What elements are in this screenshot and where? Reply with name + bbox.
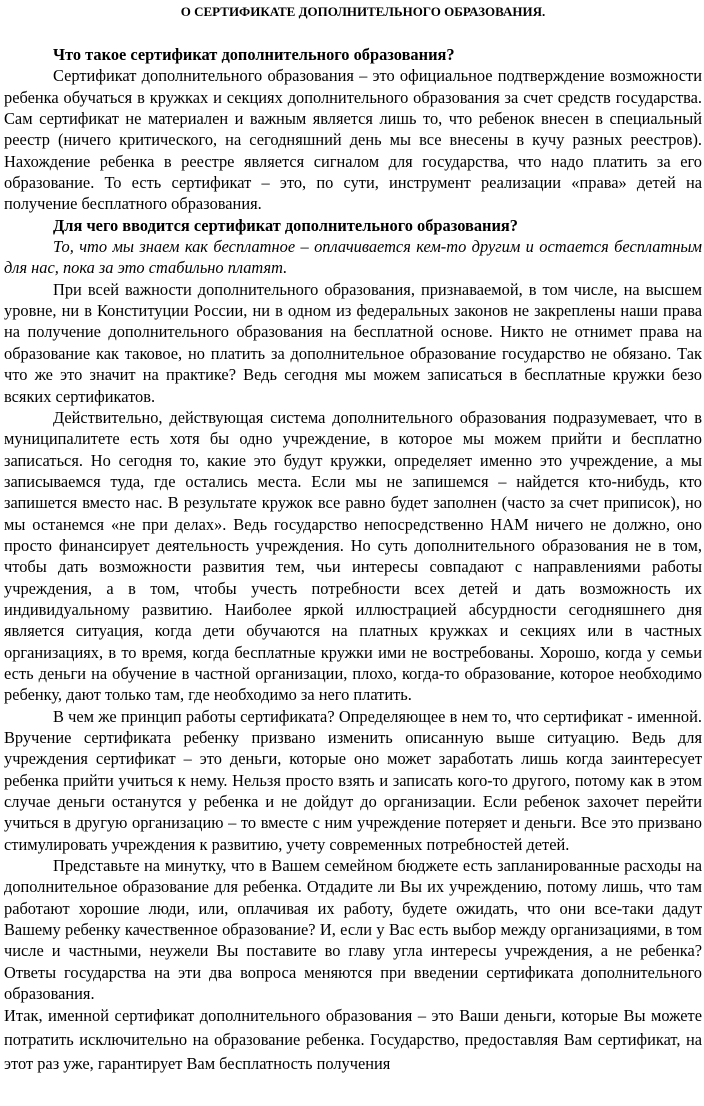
document-title: О СЕРТИФИКАТЕ ДОПОЛНИТЕЛЬНОГО ОБРАЗОВАНИЯ. — [180, 4, 546, 19]
paragraph-principle: В чем же принцип работы сертификата? Определяющее в нем то, что сертификат - именной. Вручение сертификата ребенку призвано изменить описанную выше ситуацию. Ведь для учреждения сертификат – это деньги, которые оно может заработать лишь когда заинтересует ребенка прийти учиться к нему. Нельзя просто взять и записать кого-то другого, потому как в этом случае деньги останутся у ребенка и не дойдут до организации. Если ребенок захочет перейти учиться в другую организацию – то вместе с ним учреждение потеряет и деньги. Все это призвано стимулировать учреждения к развитию, учету современных потребностей детей. — [4, 706, 702, 854]
section-heading-what-is-certificate: Что такое сертификат дополнительного образования? — [53, 45, 455, 64]
paragraph-current-system: Действительно, действующая система дополнительного образования подразумевает, что в муниципалитете есть хотя бы одно учреждение, в которое мы можем прийти и бесплатно записаться. Но сегодня то, какие это будут кружки, определяет именно это учреждение, а мы записываемся туда, где остались места. Если мы не запишемся – найдется кто-нибудь, кто запишется вместо нас. В результате кружок все равно будет заполнен (часто за счет приписок), но мы останемся «не при делах». Ведь государство непосредственно НАМ ничего не должно, оно просто финансирует деятельность учреждения. Но суть дополнительного образования не в том, чтобы дать возможности развития тем, чьи интересы совпадают с направлениями работы учреждения, а в том, чтобы учесть потребности всех детей и дать возможность их индивидуальному развитию. Наиболее яркой иллюстрацией абсурдности сегодняшнего дня является ситуация, когда дети обучаются на платных кружках и секциях или в частных организациях, в то время, когда бесплатные кружки ими не востребованы. Хорошо, когда у семьи есть деньги на обучение в частной организации, плохо, когда-то образование, которое необходимо ребенку, дают только там, где необходимо за него платить. — [4, 407, 702, 705]
paragraph-italic-quote: То, что мы знаем как бесплатное – оплачивается кем-то другим и остается бесплатным для нас, пока за это стабильно платят. — [4, 237, 702, 278]
document-body — [0, 44, 704, 1076]
paragraph-conclusion: Итак, именной сертификат дополнительного образования – это Ваши деньги, которые Вы можете потратить исключительно на образование ребенка. Государство, предоставляя Вам сертификат, на этот раз уже, гарантирует Вам бесплатность получения — [4, 1006, 702, 1074]
section-heading-why-certificate: Для чего вводится сертификат дополнительного образования? — [53, 215, 518, 235]
paragraph-definition: Сертификат дополнительного образования – это официальное подтверждение возможности ребенка обучаться в кружках и секциях дополнительного образования за счет средств государства. Сам сертификат не материален и важным является лишь то, что ребенок внесен в специальный реестр (ничего критического, на сегодняшний день мы все внесены в кучу разных реестров). Нахождение ребенка в реестре является сигналом для государства, что надо платить за его образование. То есть сертификат – это, по сути, инструмент реализации «права» детей на получение бесплатного образования. — [4, 66, 702, 214]
paragraph-constitution: При всей важности дополнительного образования, признаваемой, в том числе, на высшем уровне, ни в Конституции России, ни в одном из федеральных законов не закреплены наши права на получение дополнительного образования на бесплатной основе. Никто не отнимет права на образование как таковое, но платить за дополнительное образование государство не обязано. Так что же это значит на практике? Ведь сегодня мы можем записаться в бесплатные кружки безо всяких сертификатов. — [4, 279, 702, 406]
paragraph-imagine-budget: Представьте на минутку, что в Вашем семейном бюджете есть запланированные расходы на дополнительное образование для ребенка. Отдадите ли Вы их учреждению, потому лишь, что там работают хорошие люди, или, оплачивая их работу, будете ожидать, что они все-таки дадут Вашему ребенку качественное образование? И, если у Вас есть выбор между организациями, в том числе и частными, неужели Вы поставите во главу угла интересы учреждения, а не ребенка? Ответы государства на эти два вопроса меняются при введении сертификата дополнительного образования. — [4, 856, 702, 1004]
